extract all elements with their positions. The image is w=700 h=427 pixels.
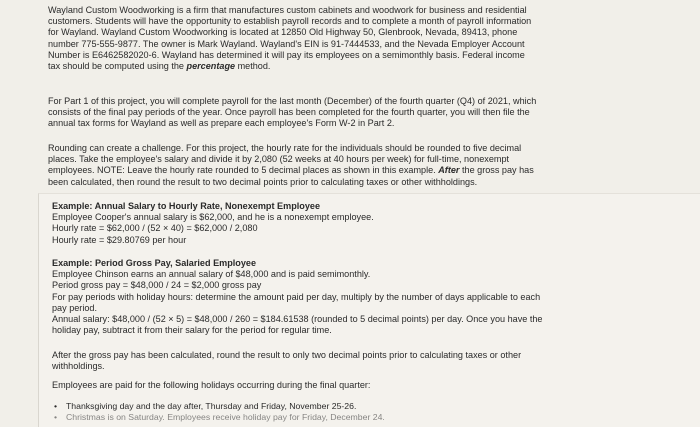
text-line: Annual salary: $48,000 / (52 × 5) = $48,000 / 260 = $184.61538 (rounded to 5 decimal points) per day. Once you have the bbox=[52, 314, 543, 325]
text-line: Hourly rate = $62,000 / (52 × 40) = $62,000 / 2,080 bbox=[52, 223, 258, 234]
text-line: pay period. bbox=[52, 302, 97, 313]
text-segment: tax should be computed using the bbox=[48, 61, 187, 72]
holidays-paragraph bbox=[52, 380, 697, 391]
text-line: been calculated, then round the result to two decimal points prior to calculating taxes or other withholdings. bbox=[48, 176, 478, 187]
text-line: number 775-555-9877. The owner is Mark Wayland. Wayland's EIN is 91-7444533, and the Nevada Employer Account bbox=[48, 38, 525, 49]
after-gross-paragraph bbox=[52, 350, 697, 372]
text-line: Employee Chinson earns an annual salary of $48,000 and is paid semimonthly. bbox=[52, 269, 371, 280]
emphasis-text: After bbox=[438, 165, 460, 176]
text-line: consists of the final pay periods of the year. Once payroll has been completed for the fourth quarter, you will then file the bbox=[48, 107, 530, 118]
list-item: • Christmas is on Saturday. Employees receive holiday pay for Friday, December 24. bbox=[52, 412, 697, 423]
text-line bbox=[48, 165, 693, 176]
text-line: holiday pay, subtract it from their salary for the period for regular time. bbox=[52, 325, 332, 336]
text-segment: method. bbox=[235, 61, 271, 72]
text-line: places. Take the employee's salary and divide it by 2,080 (52 weeks at 40 hours per week) for full-time, nonexempt bbox=[48, 154, 510, 165]
part1-paragraph bbox=[48, 96, 693, 130]
text-line: for Wayland. Wayland Custom Woodworking is located at 12850 Old Highway 50, Glenbrook, Nevada, 89413, phone bbox=[48, 27, 518, 38]
text-line: withholdings. bbox=[52, 361, 105, 372]
text-line: annual tax forms for Wayland as well as prepare each employee's Form W-2 in Part 2. bbox=[48, 118, 395, 129]
example-period-gross-pay bbox=[52, 258, 697, 336]
text-line: customers. Students will have the opportunity to establish payroll records and to complete a month of payroll information bbox=[48, 16, 532, 27]
text-segment: the gross pay has bbox=[459, 165, 534, 176]
intro-paragraph bbox=[48, 5, 693, 72]
text-line: Period gross pay = $48,000 / 24 = $2,000 gross pay bbox=[52, 280, 262, 291]
emphasis-text: percentage bbox=[186, 61, 236, 72]
text-line: Number is E6462582020-6. Wayland has determined it will pay its employees on a semimonthly basis. Federal income bbox=[48, 49, 525, 60]
example-title: Example: Period Gross Pay, Salaried Employee bbox=[52, 258, 257, 268]
text-segment: employees. NOTE: Leave the hourly rate rounded to 5 decimal places as shown in this example. bbox=[48, 165, 439, 176]
example-hourly-rate bbox=[52, 201, 697, 246]
text-line: Rounding can create a challenge. For this project, the hourly rate for the individuals should be rounded to five decimal bbox=[48, 143, 522, 153]
rounding-paragraph bbox=[48, 143, 693, 188]
holidays-list bbox=[52, 401, 697, 423]
text-line: For pay periods with holiday hours: determine the amount paid per day, multiply by the number of days applicable to each bbox=[52, 291, 541, 302]
text-line: Wayland Custom Woodworking is a firm that manufactures custom cabinets and woodwork for business and residential bbox=[48, 5, 527, 15]
list-item: • Thanksgiving day and the day after, Thursday and Friday, November 25-26. bbox=[52, 401, 697, 412]
text-line bbox=[48, 61, 693, 72]
text-line: Employee Cooper's annual salary is $62,000, and he is a nonexempt employee. bbox=[52, 212, 374, 223]
text-line: After the gross pay has been calculated, round the result to only two decimal points prior to calculating taxes or other bbox=[52, 350, 522, 360]
text-line: Hourly rate = $29.80769 per hour bbox=[52, 234, 187, 245]
example-title: Example: Annual Salary to Hourly Rate, Nonexempt Employee bbox=[52, 201, 320, 211]
text-line: Employees are paid for the following holidays occurring during the final quarter: bbox=[52, 380, 371, 390]
text-line: For Part 1 of this project, you will complete payroll for the last month (December) of the fourth quarter (Q4) of 2021, which bbox=[48, 96, 537, 106]
